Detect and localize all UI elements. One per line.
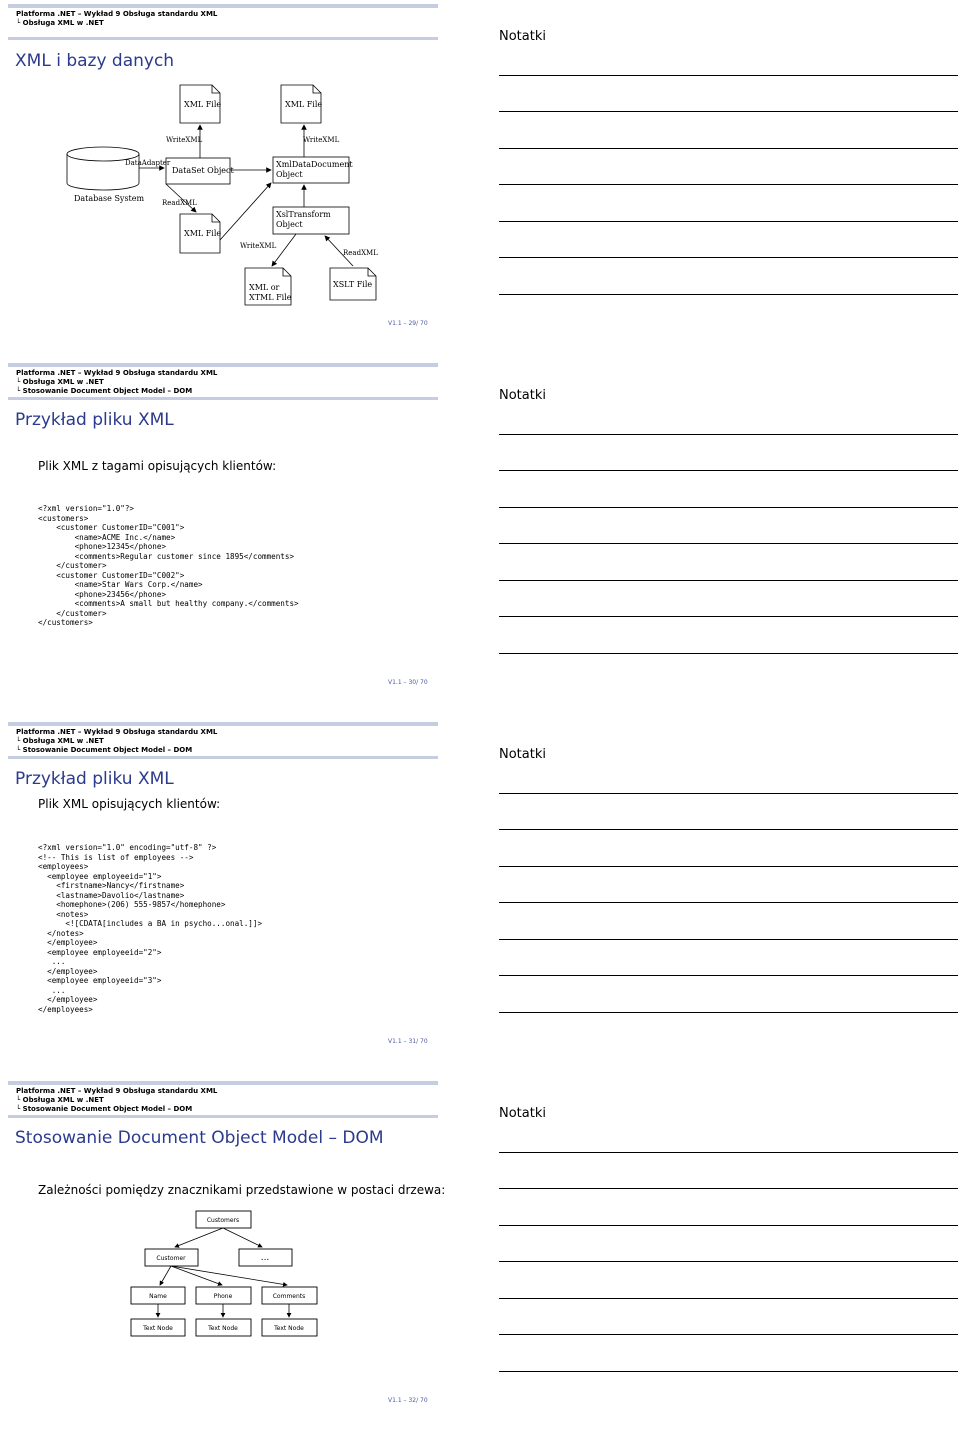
database-icon xyxy=(67,147,139,190)
page-number: V1.1 – 30/ 70 xyxy=(388,679,428,686)
tree-label-text-node: Text Node xyxy=(143,1325,173,1332)
notes-label: Notatki xyxy=(499,1106,546,1121)
xml-file-label: XML File xyxy=(184,229,222,238)
tree-label-text-node: Text Node xyxy=(274,1325,304,1332)
notes-line xyxy=(499,184,958,185)
breadcrumb-section: └ Obsługa XML w .NET xyxy=(16,19,104,27)
dom-tree-diagram xyxy=(0,1077,440,1397)
xmldatadocument-label: Object xyxy=(276,170,303,179)
notes-line xyxy=(499,902,958,903)
tree-label-customer: Customer xyxy=(156,1255,186,1262)
breadcrumb-subsection: └ Stosowanie Document Object Model – DOM xyxy=(16,387,193,395)
slide-intro: Plik XML opisujących klientów: xyxy=(38,797,221,811)
tree-label-text-node: Text Node xyxy=(208,1325,238,1332)
notes-line xyxy=(499,470,958,471)
breadcrumb-course: Platforma .NET – Wykład 9 Obsługa standardu XML xyxy=(16,369,218,377)
notes-line xyxy=(499,1298,958,1299)
xml-or-label: XML or xyxy=(249,283,280,292)
notes-label: Notatki xyxy=(499,388,546,403)
tree-label-name: Name xyxy=(149,1293,167,1300)
tree-label-comments: Comments xyxy=(272,1293,306,1300)
slide-29 xyxy=(0,0,960,352)
breadcrumb-course: Platforma .NET – Wykład 9 Obsługa standardu XML xyxy=(16,728,218,736)
notes-line xyxy=(499,1225,958,1226)
notes-line xyxy=(499,75,958,76)
writexml-label: WriteXML xyxy=(240,242,277,250)
slide-title: Przykład pliku XML xyxy=(15,769,174,789)
xslt-file-label: XSLT File xyxy=(333,280,373,289)
notes-line xyxy=(499,434,958,435)
notes-line xyxy=(499,580,958,581)
notes-line xyxy=(499,975,958,976)
notes-line xyxy=(499,1371,958,1372)
tree-label-phone: Phone xyxy=(213,1293,233,1300)
notes-line xyxy=(499,616,958,617)
xsltransform-label: XslTransform xyxy=(276,210,331,219)
readxml-label: ReadXML xyxy=(162,199,197,207)
notes-line xyxy=(499,793,958,794)
notes-line xyxy=(499,1012,958,1013)
slide-intro: Plik XML z tagami opisujących klientów: xyxy=(38,459,277,473)
notes-line xyxy=(499,829,958,830)
notes-line xyxy=(499,148,958,149)
dataset-label: DataSet Object xyxy=(172,166,234,175)
page-number: V1.1 – 29/ 70 xyxy=(388,320,428,327)
code-block: <?xml version="1.0" encoding="utf-8" ?> <!-- This is list of employees --> <employees> <employee employeeid="1"> <firstname>Nancy</firstname> <lastname>Davolio</lastname> <homephone>(206) 555-9857</homephone> <notes> <![CDATA[includes a BA in psycho...onal.]]> </notes> </employee> <employee employeeid="2"> ... </employee> <employee employeeid="3"> ... </employee> </employees> xyxy=(38,843,263,1014)
xml-file-label: XML File xyxy=(285,100,323,109)
xml-database-diagram xyxy=(0,0,440,320)
xml-or-label: XTML File xyxy=(249,293,292,302)
notes-line xyxy=(499,1188,958,1189)
notes-line xyxy=(499,866,958,867)
slide-title: Stosowanie Document Object Model – DOM xyxy=(15,1128,384,1148)
notes-line xyxy=(499,221,958,222)
tree-label-ellipsis: ... xyxy=(260,1253,270,1263)
readxml-label: ReadXML xyxy=(343,249,378,257)
breadcrumb-course: Platforma .NET – Wykład 9 Obsługa standardu XML xyxy=(16,10,218,18)
notes-line xyxy=(499,1152,958,1153)
xsltransform-label: Object xyxy=(276,220,303,229)
breadcrumb-section: └ Obsługa XML w .NET xyxy=(16,378,104,386)
slide-title: Przykład pliku XML xyxy=(15,410,174,430)
xmldatadocument-label: XmlDataDocument xyxy=(276,160,353,169)
slide-header xyxy=(8,363,438,399)
slide-30 xyxy=(0,359,960,711)
page-number: V1.1 – 32/ 70 xyxy=(388,1397,428,1404)
dataadapter-label: DataAdapter xyxy=(125,159,171,167)
writexml-label: WriteXML xyxy=(166,136,203,144)
tree-label-customers: Customers xyxy=(206,1217,240,1224)
slide-31 xyxy=(0,718,960,1070)
notes-line xyxy=(499,1334,958,1335)
breadcrumb-section: └ Obsługa XML w .NET xyxy=(16,1096,104,1104)
breadcrumb-subsection: └ Stosowanie Document Object Model – DOM xyxy=(16,1105,193,1113)
notes-line xyxy=(499,507,958,508)
slide-32 xyxy=(0,1077,960,1429)
notes-label: Notatki xyxy=(499,747,546,762)
notes-line xyxy=(499,543,958,544)
slide-title: XML i bazy danych xyxy=(15,51,175,71)
database-label: Database System xyxy=(74,194,145,203)
code-block: <?xml version="1.0"?> <customers> <customer CustomerID="C001"> <name>ACME Inc.</name> <phone>12345</phone> <comments>Regular customer since 1895</comments> </customer> <customer CustomerID="C002"> <name>Star Wars Corp.</name> <phone>23456</phone> <comments>A small but healthy company.</comments> </customer> </customers> xyxy=(38,504,299,627)
breadcrumb-subsection: └ Stosowanie Document Object Model – DOM xyxy=(16,746,193,754)
notes-label: Notatki xyxy=(499,29,546,44)
notes-line xyxy=(499,294,958,295)
notes-line xyxy=(499,257,958,258)
notes-line xyxy=(499,111,958,112)
writexml-label: WriteXML xyxy=(303,136,340,144)
xml-file-label: XML File xyxy=(184,100,222,109)
slide-header xyxy=(8,722,438,758)
notes-line xyxy=(499,1261,958,1262)
breadcrumb-course: Platforma .NET – Wykład 9 Obsługa standardu XML xyxy=(16,1087,218,1095)
slide-intro: Zależności pomiędzy znacznikami przedstawione w postaci drzewa: xyxy=(38,1183,446,1197)
notes-line xyxy=(499,939,958,940)
page-number: V1.1 – 31/ 70 xyxy=(388,1038,428,1045)
notes-line xyxy=(499,653,958,654)
breadcrumb-section: └ Obsługa XML w .NET xyxy=(16,737,104,745)
